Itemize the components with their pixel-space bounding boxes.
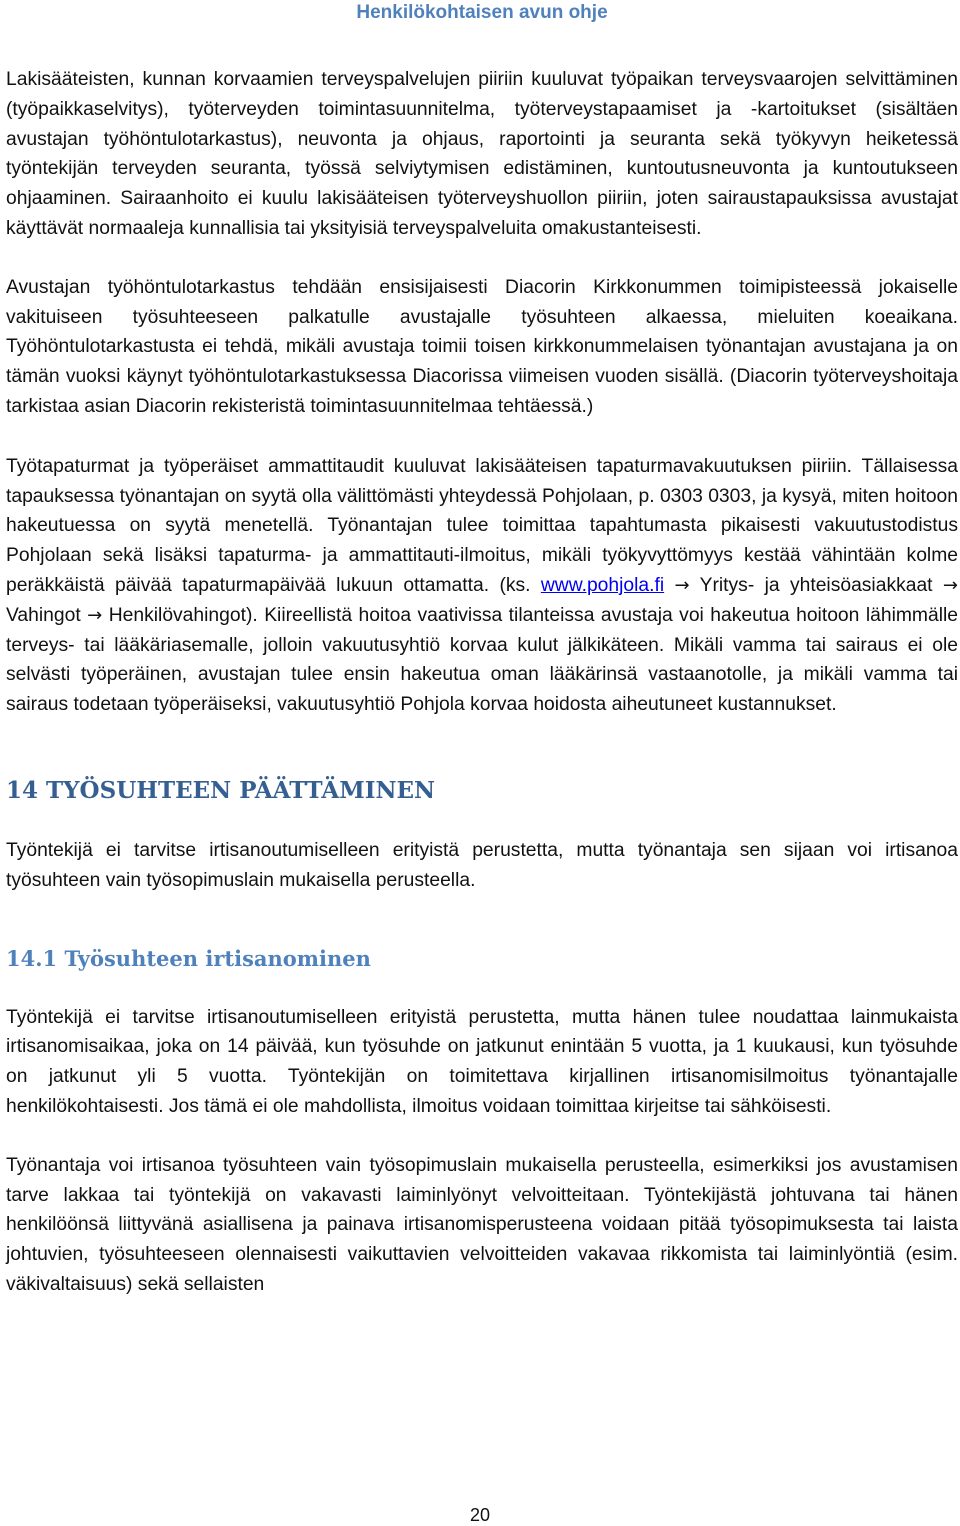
paragraph-occupational-health-services: Lakisääteisten, kunnan korvaamien terveyspalvelujen piiriin kuuluvat työpaikan terveysvaarojen selvittäminen (työpaikkaselvitys), työterveyden toimintasuunnitelma, työterveystapaamiset ja -kartoitukset (sisältäen avustajan työhöntulotarkastus), neuvonta ja ohjaus, raportointi ja seuranta sekä työkyvyn heiketessä työntekijän terveyden seuranta, työssä selviytymisen edistäminen, kuntoutusneuvonta ja kuntoutukseen ohjaaminen. Sairaanhoito ei kuulu lakisääteisen työterveyshuollon piiriin, joten sairaustapauksissa avustajat käyttävät normaaleja kunnallisia tai yksityisiä terveyspalveluita omakustanteisesti.: [6, 69, 958, 239]
accident-text-damages: Vahingot: [6, 604, 88, 626]
paragraph-entry-health-check: Avustajan työhöntulotarkastus tehdään ensisijaisesti Diacorin Kirkkonummen toimipisteessä jokaiselle vakituiseen työsuhteeseen palkatulle avustajalle työsuhteen alkaessa, mieluiten koeaikana. Työhöntulotarkastusta ei tehdä, mikäli avustaja toimii toisen kirkkonummelaisen työnantajan avustajana ja on tämän vuoksi käynyt työhöntulotarkastuksessa Diacorissa viimeisen vuoden sisällä. (Diacorin työterveyshoitaja tarkistaa asian Diacorin rekisteristä toimintasuunnitelmaa tehtäessä.): [6, 276, 958, 417]
paragraph-employer-dismissal: Työnantaja voi irtisanoa työsuhteen vain työsopimuslain mukaisella perusteella, esimerkiksi jos avustamisen tarve lakkaa tai työntekijä on vakavasti laiminlyönyt velvoitteitaan. Työntekijästä johtuvana tai hänen henkilöönsä liittyvänä asiallisena ja painava irtisanomisperusteena voidaan pitää työsopimuksesta tai laista johtuvien, työsuhteeseen olennaisesti vaikuttavien velvoitteiden vakavaa rikkomista tai laiminlyöntiä (esim. väkivaltaisuus) sekä sellaisten: [6, 1154, 958, 1295]
document-page: [6, 0, 958, 1300]
page-number: 20: [469, 1505, 491, 1525]
accident-text-end: Henkilövahingot). Kiireellistä hoitoa vaativissa tilanteissa avustaja voi hakeutua hoitoon lähimmälle terveys- tai lääkäriasemalle, jolloin vakuutusyhtiö korvaa kulut jälkikäteen. Mikäli vamma tai sairaus ei ole selvästi työperäinen, avustajan tulee ensin hakeutua oman lääkärinsä vastaanotolle, ja mikäli vamma tai sairaus todetaan työperäiseksi, vakuutusyhtiö Pohjola korvaa hoidosta aiheutuneet kustannukset.: [6, 604, 958, 716]
arrow-right-icon: →: [87, 604, 103, 626]
accident-text-business-customers: Yritys- ja yhteisöasiakkaat: [689, 574, 943, 596]
paragraph-resignation-notice: Työntekijä ei tarvitse irtisanoutumiselleen erityistä perustetta, mutta hänen tulee noudattaa lainmukaista irtisanomisaikaa, joka on 14 päivää, kun työsuhde on jatkunut enintään 5 vuotta, ja 1 kuukausi, kun työsuhde on jatkunut yli 5 vuotta. Työntekijän on toimitettava kirjallinen irtisanomisilmoitus työnantajalle henkilökohtaisesti. Jos tämä ei ole mahdollista, ilmoitus voidaan toimittaa kirjeitse tai sähköisesti.: [6, 1006, 958, 1117]
paragraph-termination-intro: Työntekijä ei tarvitse irtisanoutumiselleen erityistä perustetta, mutta työnantaja sen sijaan voi irtisanoa työsuhteen vain työsopimuslain mukaisella perusteella.: [6, 839, 958, 891]
arrow-right-icon: →: [942, 574, 958, 596]
paragraph-work-accidents: [6, 452, 958, 720]
running-header: Henkilökohtaisen avun ohje: [356, 2, 608, 23]
pohjola-link[interactable]: www.pohjola.fi: [540, 574, 665, 596]
accident-text-start: Työtapaturmat ja työperäiset ammattitaudit kuuluvat lakisääteisen tapaturmavakuutuksen piiriin. Tällaisessa tapauksessa työnantajan on syytä olla välittömästi yhteydessä Pohjolaan, p. 0303 0303, ja kysyä, miten hoitoon hakeutuessa on syytä menetellä. Työnantajan tulee toimittaa tapahtumasta pikaisesti vakuutustodistus Pohjolaan sekä lisäksi tapaturma- ja ammattitauti-ilmoitus, mikäli työkyvyttömyys kestää vähintään kolme peräkkäistä päivää tapaturmapäivää lukuun ottamatta. (ks.: [6, 455, 958, 596]
section-heading-employment-termination: 14 TYÖSUHTEEN PÄÄTTÄMINEN: [6, 776, 436, 804]
subsection-heading-dismissal: 14.1 Työsuhteen irtisanominen: [6, 945, 371, 971]
arrow-right-icon: →: [674, 574, 690, 596]
